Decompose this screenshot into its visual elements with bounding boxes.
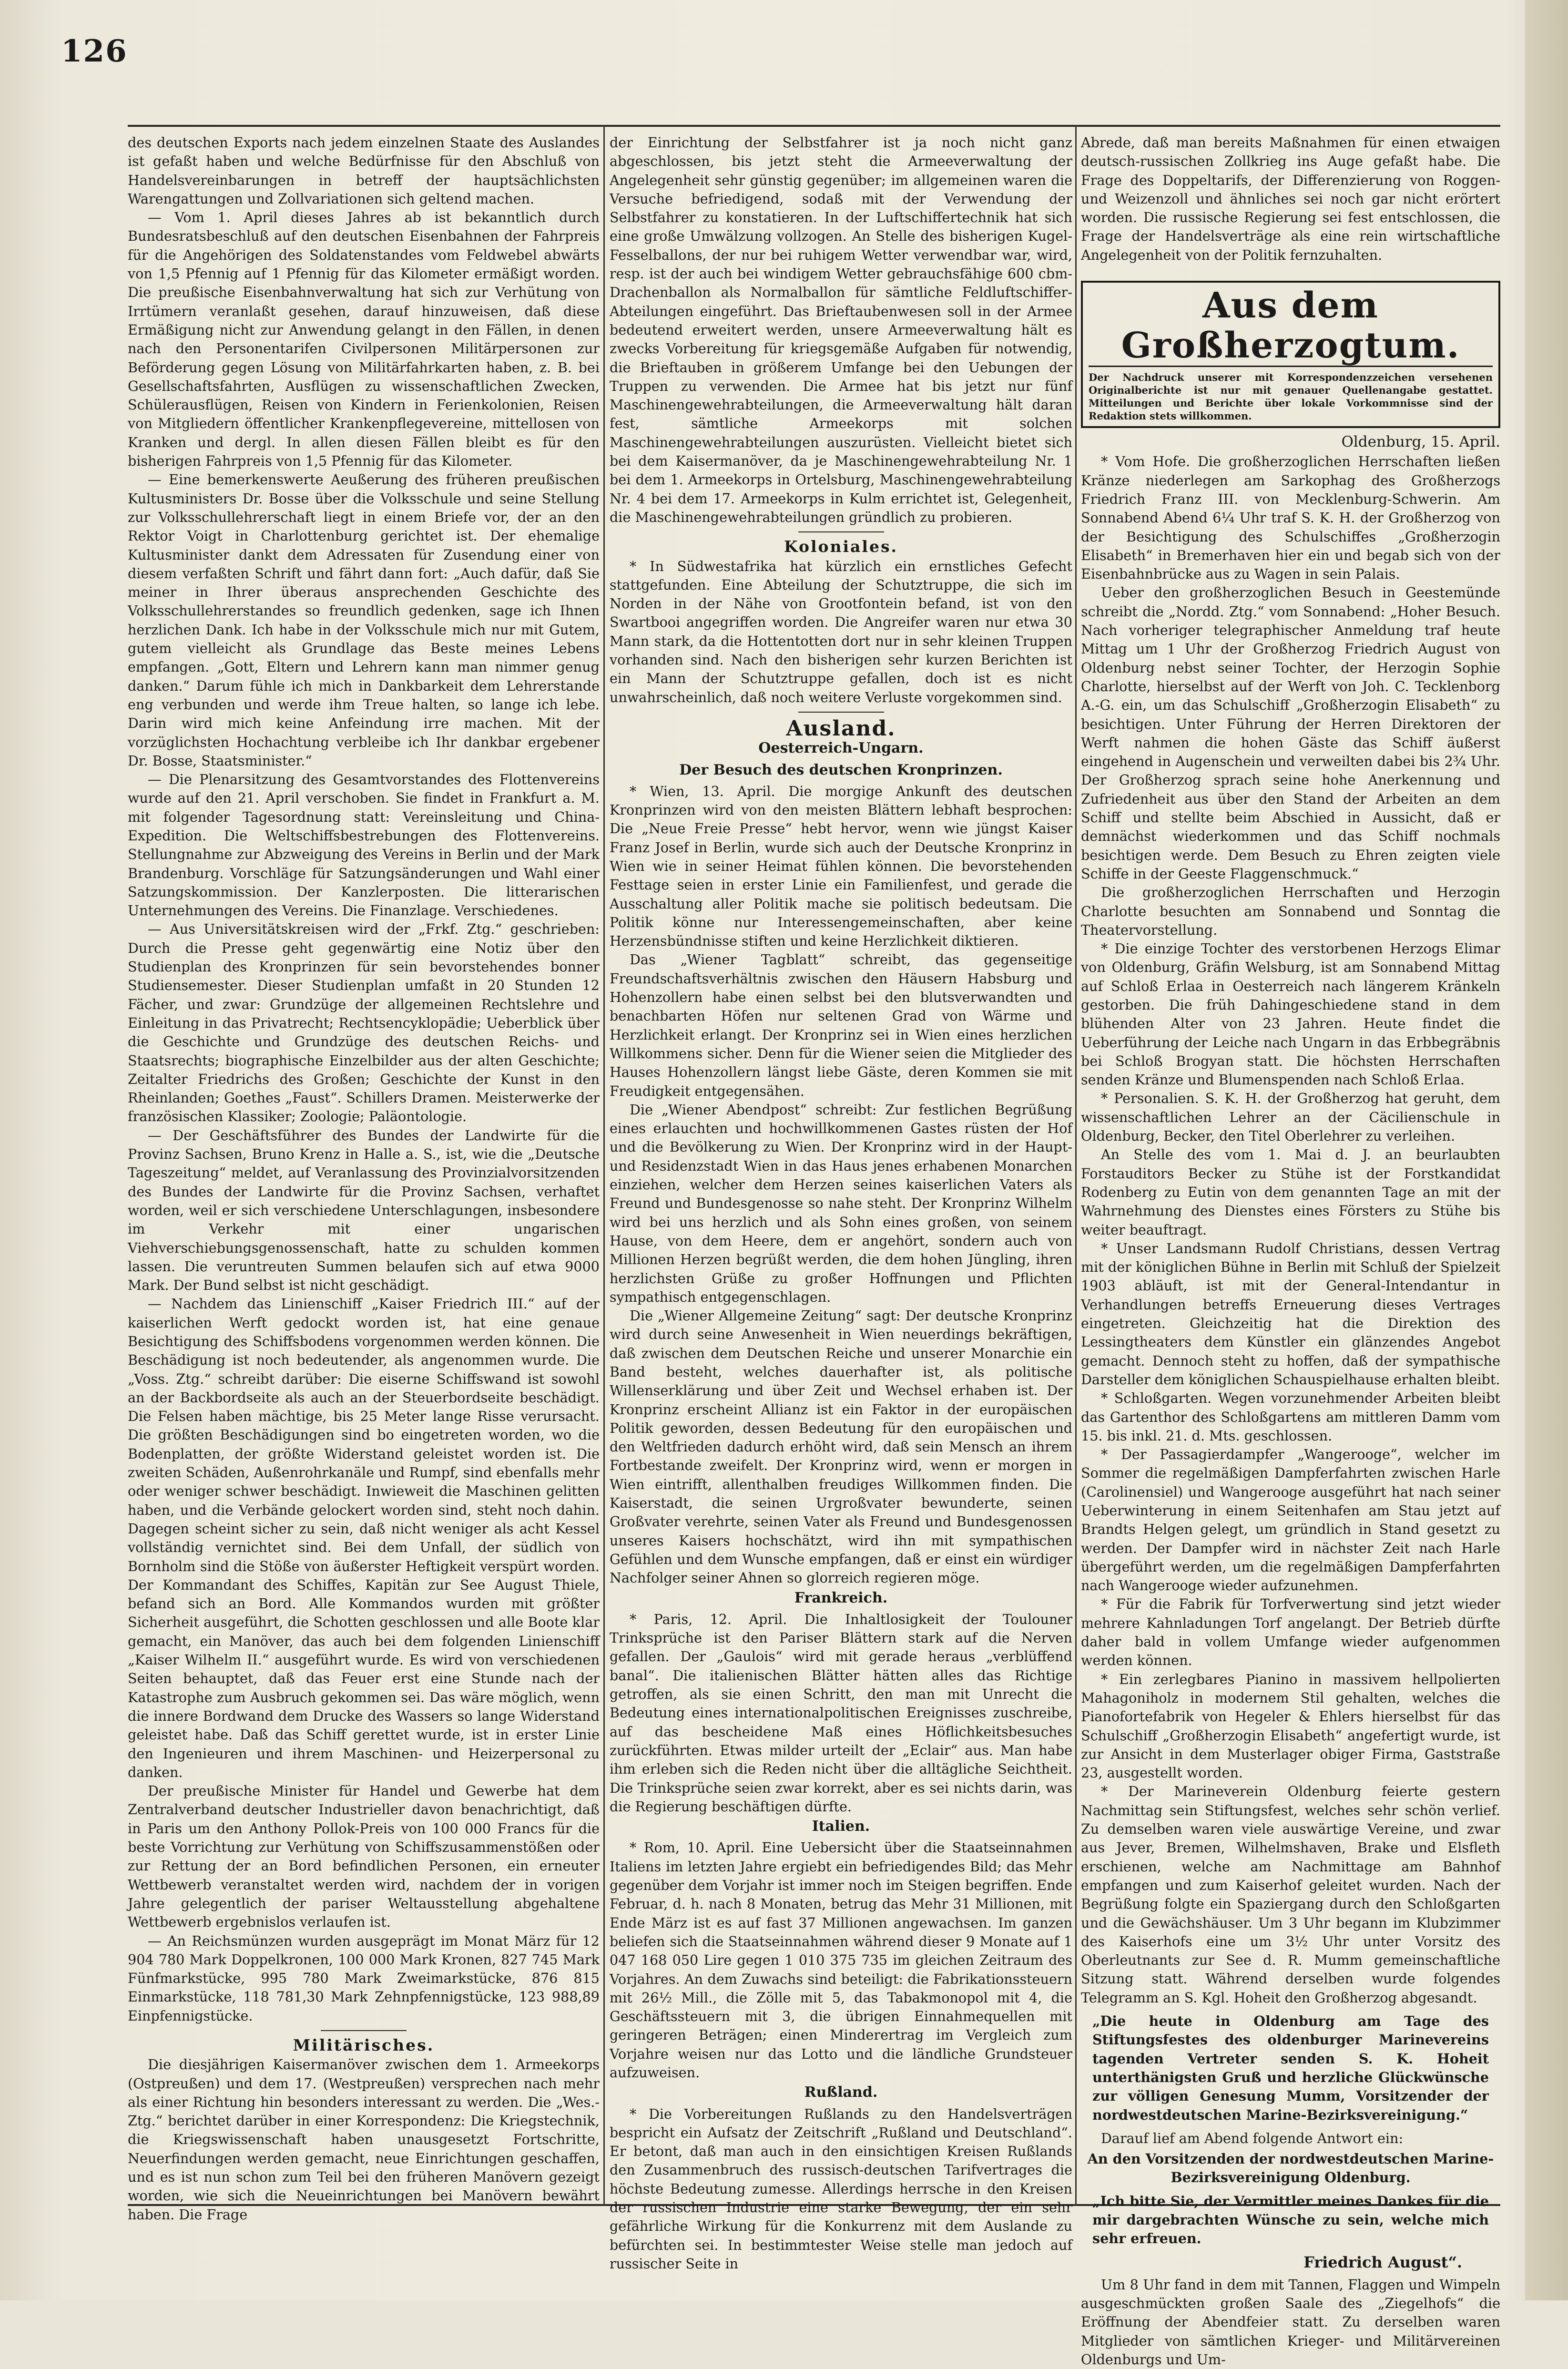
article-paragraph: — Der Geschäftsführer des Bundes der Landwirte für die Provinz Sachsen, Bruno Krenz in Halle a. S., ist, wie die „Deutsche Tageszeitung“ meldet, auf Veranlassung des Provinzialvorsitzenden des Bundes der Landwirte für die Provinz Sachsen, verhaftet worden, weil er sich verschiedene Unterschlagungen, insbesondere im Verkehr mit einer ungarischen Viehverschiebungsgenossenschaft, hatte zu schulden kommen lassen. Die veruntreuten Summen belaufen sich auf etwa 9000 Mark. Der Bund selbst ist nicht geschädigt. (128, 1127, 600, 1294)
article-paragraph: * Ein zerlegbares Pianino in massivem hellpolierten Mahagoniholz in modernem Stil gehalten, welches die Pianofortefabrik von Hegeler & Ehlers hierselbst für das Schulschiff „Großherzogin Elisabeth“ angefertigt wurde, ist zur Ansicht in dem Musterlager obiger Firma, Gaststraße 23, ausgestellt worden. (1081, 1671, 1500, 1781)
section-divider (321, 2030, 407, 2031)
article-paragraph: * Vom Hofe. Die großherzoglichen Herrschaften ließen Kränze niederlegen am Sarkophag des Großherzogs Friedrich Franz III. von Mecklenburg-Schwerin. Am Sonnabend Abend 6¼ Uhr traf S. K. H. der Großherzog von der Besichtigung des Schulschiffes „Großherzogin Elisabeth“ in Bremerhaven hier ein und begab sich von der Eisenbahnbrücke aus zu Wagen in sein Palais. (1081, 453, 1500, 582)
article-paragraph: Die diesjährigen Kaisermanöver zwischen dem 1. Armeekorps (Ostpreußen) und dem 17. (Westpreußen) versprechen nach mehr als einer Richtung hin besonders interessant zu werden. Die „Wes.-Ztg.“ berichtet darüber in einer Korrespondenz: Die Kriegstechnik, die Kriegswissenschaft haben unausgesetzt Fortschritte, Neuerfindungen werden gemacht, neue Einrichtungen geschaffen, und es ist nun schon zum Teil bei den früheren Manövern gezeigt worden, wie sich die Neueinrichtungen bei Manövern bewährt haben. Die Frage (128, 2056, 600, 2223)
top-rule (128, 125, 1500, 127)
column-rule (1075, 125, 1077, 2206)
article-paragraph: — Nachdem das Linienschiff „Kaiser Friedrich III.“ auf der kaiserlichen Werft gedockt worden ist, hat eine genaue Besichtigung des Schiffsbodens vorgenommen werden können. Die Beschädigung ist noch bedeutender, als angenommen wurde. Die „Voss. Ztg.“ schreibt darüber: Die eiserne Schiffswand ist sowohl an der Backbordseite als auch an der Steuerbordseite beschädigt. Die Felsen haben mächtige, bis 25 Meter lange Risse verursacht. Die größten Beschädigungen sind bo eingetreten worden, wo die Bodenplatten, der größte Widerstand geleistet worden ist. Die zweiten Schäden, Außenrohrkanäle und Rumpf, sind ebenfalls mehr oder weniger schwer beschädigt. Inwieweit die Maschinen gelitten haben, und die Verbände gelockert worden sind, steht noch dahin. Dagegen scheint sicher zu sein, daß nicht weniger als acht Kessel vollständig vernichtet sind. Bei dem Unfall, der südlich von Bornholm sind die Stöße von äußerster Heftigkeit verspürt worden. Der Kommandant des Schiffes, Kapitän zur See August Thiele, befand sich an Bord. Alle Kommandos wurden mit größter Sicherheit ausgeführt, die Schotten geschlossen und alle Boote klar gemacht, ein Manöver, das auch bei dem folgenden Linienschiff „Kaiser Wilhelm II.“ ausgeführt wurde. Es wird von verschiedenen Seiten behauptet, daß das Feuer erst eine Stunde nach der Katastrophe zum Ausbruch gekommen sei. Das wäre möglich, wenn die innere Bordwand dem Drucke des Wassers so lange Widerstand geleistet habe. Daß das Schiff gerettet wurde, ist in erster Linie den Ingenieuren und ihrem Maschinen- und Heizerpersonal zu danken. (128, 1296, 600, 1780)
sub-heading: Oesterreich-Ungarn. (758, 740, 924, 757)
sub-heading: Frankreich. (794, 1589, 888, 1606)
article-paragraph: * Die Vorbereitungen Rußlands zu den Handelsverträgen bespricht ein Aufsatz der Zeitschrift „Rußland und Deutschland“. Er betont, daß man auch in den einsichtigen Kreisen Rußlands den Zusammenbruch des russisch-deutschen Tarifvertrages die höchste Bedeutung zumesse. Allerdings herrsche in den Kreisen der russischen Industrie eine starke Bewegung, der ein sehr gefährliche Wirkung für die Konkurrenz mit dem Auslande zu befürchten sei. In bestimmtester Weise stelle man jedoch auf russischer Seite in (610, 2105, 1072, 2272)
article-paragraph: * Für die Fabrik für Torfverwertung sind jetzt wieder mehrere Kahnladungen Torf angelangt. Der Betrieb dürfte daher bald in vollem Umfange wieder aufgenommen werden können. (1081, 1596, 1500, 1669)
article-paragraph: * Wien, 13. April. Die morgige Ankunft des deutschen Kronprinzen wird von den meisten Blättern lebhaft besprochen: Die „Neue Freie Presse“ hebt hervor, wenn wie jüngst Kaiser Franz Josef in Berlin, wurde sich auch der Deutsche Kronprinz in Wien wie in seiner Heimat fühlen können. Die bevorstehenden Festtage seien in erster Linie ein Familienfest, und gerade die Ausschaltung aller Politik mache sie politisch bedeutsam. Die Politik könne nur Interessengemeinschaften, aber keine Herzensbündnisse stiften und keine Herzlichkeit diktieren. (610, 783, 1072, 950)
column-1 (128, 133, 600, 2223)
article-paragraph: Darauf lief am Abend folgende Antwort ein: (1101, 2130, 1404, 2146)
column-3 (1081, 133, 1500, 2368)
article-paragraph: * In Südwestafrika hat kürzlich ein ernstliches Gefecht stattgefunden. Eine Abteilung der Schutztruppe, die sich im Norden in der Nähe von Grootfontein befand, ist von den Swartbooi angegriffen worden. Die Angreifer waren nur etwa 30 Mann stark, da die Hottentotten dort nur in sehr kleinen Truppen vorhanden sind. Nach den bisherigen sehr kurzen Berichten ist ein Mann der Schutztruppe gefallen, doch ist es nicht unwahrscheinlich, daß noch weitere Verluste vorgekommen sind. (610, 558, 1072, 705)
sub-heading: Der Besuch des deutschen Kronprinzen. (679, 761, 1003, 778)
article-paragraph: — Vom 1. April dieses Jahres ab ist bekanntlich durch Bundesratsbeschluß auf den deutschen Eisenbahnen der Fahrpreis für die Angehörigen des Soldatenstandes vom Feldwebel abwärts von 1,5 Pfennig auf 1 Pfennig für das Kilometer ermäßigt worden. Die preußische Eisenbahnverwaltung hat sich zur Verhütung von Irrtümern veranlaßt gesehen, darauf hinzuweisen, daß diese Ermäßigung nicht zur Anwendung gelangt in den Fällen, in denen nach den Personentarifen Civilpersonen Militärpersonen zur Beförderung gegen Lösung von Militärfahrkarten haben, z. B. bei Gesellschaftsfahrten, Ausflügen zu wissenschaftlichen Zwecken, Schülerausflügen, Reisen von Kindern in Ferienkolonien, Reisen von Mitgliedern öffentlicher Krankenpflegevereine, mittellosen von Kranken und dergl. In allen diesen Fällen bleibt es für den bisherigen Fahrpreis von 1,5 Pfennig für das Kilometer. (128, 209, 600, 470)
article-paragraph: Der preußische Minister für Handel und Gewerbe hat dem Zentralverband deutscher Industrieller davon benachrichtigt, daß in Paris um den Anthony Pollok-Preis von 100 000 Francs für die beste Vorrichtung zur Verhütung von Schiffszusammenstößen oder zur Rettung der an Bord befindlichen Personen, ein erneuter Wettbewerb veranstaltet werden wird, nachdem der in vorigen Jahre gelegentlich der pariser Weltausstellung abgehaltene Wettbewerb ergebnislos verlaufen ist. (128, 1783, 600, 1930)
article-paragraph: — An Reichsmünzen wurden ausgeprägt im Monat März für 12 904 780 Mark Doppelkronen, 100 000 Mark Kronen, 827 745 Mark Fünfmarkstücke, 995 780 Mark Zweimarkstücke, 876 815 Einmarkstücke, 118 781,30 Mark Zehnpfennigstücke, 123 988,89 Einpfennigstücke. (128, 1932, 600, 2024)
column-2 (610, 133, 1072, 2272)
page-fold-edge (1525, 0, 1568, 2300)
article-paragraph: Um 8 Uhr fand in dem mit Tannen, Flaggen und Wimpeln ausgeschmückten großen Saale des „Ziegelhofs“ die Eröffnung der Abendfeier statt. Zu derselben waren Mitglieder von sämtlichen Krieger- und Militärvereinen Oldenburgs und Um- (1081, 2276, 1500, 2368)
article-paragraph: * Rom, 10. April. Eine Uebersicht über die Staatseinnahmen Italiens im letzten Jahre ergiebt ein befriedigendes Bild; das Mehr gegenüber dem Vorjahr ist immer noch im Steigen begriffen. Ende Februar, d. h. nach 8 Monaten, betrug das Mehr 31 Millionen, mit Ende März ist es auf fast 37 Millionen angewachsen. Im ganzen beliefen sich die Staatseinnahmen während dieser 9 Monate auf 1 047 168 050 Lire gegen 1 010 375 735 im gleichen Zeitraum des Vorjahres. An dem Zuwachs sind beteiligt: die Fabrikationssteuern mit 26½ Mill., die Zölle mit 5, das Tabakmonopol mit 4, die Geschäftssteuern mit 3, die übrigen Einnahmequellen mit geringeren Beträgen; einen Minderertrag im Vergleich zum Vorjahre weisen nur das Lotto und die ländliche Grundsteuer aufzuweisen. (610, 1839, 1072, 2081)
article-paragraph: — Eine bemerkenswerte Aeußerung des früheren preußischen Kultusministers Dr. Bosse über die Volksschule und seine Stellung zur Volksschullehrerschaft liegt in einem Briefe vor, der an den Rektor Voigt in Charlottenburg gerichtet ist. Der ehemalige Kultusminister dankt dem Adressaten für Zusendung einer von diesem verfaßten Schrift und fährt dann fort: „Auch dafür, daß Sie meiner in Ihrer überaus ansprechenden Geschichte des Volksschullehrerstandes so freundlich gedenken, sage ich Ihnen herzlichen Dank. Ich habe in der Volksschule mich nur mit Gutem, gutem vielleicht als Grundlage das Beste meines Lebens empfangen. „Gott, Eltern und Lehrern kann man nimmer genug danken.“ Darum fühle ich mich in Dankbarkeit dem Lehrerstande eng verbunden und werde ihm Treue halten, so lange ich lebe. Darin wird mich keine Anfeindung irre machen. Mit der vorzüglichsten Hochachtung verbleibe ich Ihr dankbar ergebener Dr. Bosse, Staatsminister.“ (128, 471, 600, 769)
article-paragraph: An Stelle des vom 1. Mai d. J. an beurlaubten Forstauditors Becker zu Stühe ist der Forstkandidat Rodenberg zu Eutin von dem genannten Tage an mit der Wahrnehmung des Dienstes eines Försters zu Stühe bis weiter beauftragt. (1081, 1146, 1500, 1238)
article-paragraph: * Paris, 12. April. Die Inhaltlosigkeit der Toulouner Trinksprüche ist den Pariser Blättern stark auf die Nerven gefallen. Der „Gaulois“ wird mit gerade heraus „verblüffend banal“. Die italienischen Blätter hätten alles das Richtige getroffen, als sie einen Schritt, den man mit Unrecht die Bedeutung eines internationalpolitischen Ereignisses zuschreibe, auf das bescheidene Maß eines Höflichkeitsbesuches zurückführten. Etwas milder urteilt der „Eclair“ aus. Man habe ihm erleben sich die Reden nicht über die alltägliche Seichtheit. Die Trinksprüche seien zwar korrekt, aber es sei nichts darin, was die Regierung beschäftigen dürfte. (610, 1611, 1072, 1815)
article-paragraph: * Der Marineverein Oldenburg feierte gestern Nachmittag sein Stiftungsfest, welches sehr schön verlief. Zu demselben waren viele auswärtige Vereine, und zwar aus Jever, Bremen, Wilhelmshaven, Brake und Elsfleth erschienen, welche am Nachmittage am Bahnhof empfangen und zum Kaiserhof geleitet wurden. Nach der Begrüßung folgte ein Spaziergang durch den Schloßgarten und die Gewächshäuser. Um 3 Uhr begann im Klubzimmer des Kaiserhofs eine um 3½ Uhr unter Vorsitz des Oberleutnants zur See d. R. Mumm gemeinschaftliche Sitzung statt. Während derselben wurde folgendes Telegramm an S. Kgl. Hoheit den Großherzog abgesandt. (1081, 1783, 1500, 2006)
article-paragraph: Die großherzoglichen Herrschaften und Herzogin Charlotte besuchten am Sonnabend und Sonntag die Theatervorstellung. (1081, 884, 1500, 938)
telegram-quote: „Die heute in Oldenburg am Tage des Stiftungsfestes des oldenburger Marinevereins tagenden Vertreter senden S. K. Hoheit unterthänigsten Gruß und herzliche Glückwünsche zur völligen Genesung Mumm, Vorsitzender der nordwestdeutschen Marine-Bezirksvereinigung.“ (1092, 2013, 1489, 2123)
article-paragraph: Die „Wiener Abendpost“ schreibt: Zur festlichen Begrüßung eines erlauchten und hochwillkommenen Gastes rüsten der Hof und die Bevölkerung zu Wien. Der Kronprinz wird in der Haupt- und Residenzstadt Wien in das Haus jenes erhabenen Monarchen einziehen, welcher dem Herzen seines kaiserlichen Vaters als Freund und Bundesgenosse so nahe steht. Der Kronprinz Wilhelm wird bei uns herzlich und als Sohn eines großen, von seinem Hause, von dem Heere, dem er angehört, sondern auch von Millionen Herzen begrüßt werden, die dem hohen Jüngling, ihren herzlichsten Grüße zu großer Hoffnungen und Pflichten sympathisch entgegenschlagen. (610, 1101, 1072, 1305)
signature: Friedrich August“. (1303, 2253, 1462, 2271)
section-divider (798, 712, 884, 713)
article-paragraph: — Aus Universitätskreisen wird der „Frkf. Ztg.“ geschrieben: Durch die Presse geht gegenwärtig eine Notiz über den Studienplan des Kronprinzen für sein bevorstehendes bonner Studiensemester. Dieser Studienplan umfaßt in 20 Stunden 12 Fächer, und zwar: Grundzüge der allgemeinen Rechtslehre und Einleitung in das Privatrecht; Rechtsencyklopädie; Ueberblick über die Geschichte und Grundzüge des deutschen Reichs- und Staatsrechts; biographische Einzelbilder aus der alten Geschichte; Zeitalter Friedrichs des Großen; Geschichte der Kunst in den Rheinlanden; Goethes „Faust“. Schillers Dramen. Meisterwerke der französischen Klassiker; Zoologie; Paläontologie. (128, 921, 600, 1125)
article-paragraph: Ueber den großherzoglichen Besuch in Geestemünde schreibt die „Nordd. Ztg.“ vom Sonnabend: „Hoher Besuch. Nach vorheriger telegraphischer Anmeldung traf heute Mittag um 1 Uhr der Großherzog Friedrich August von Oldenburg nebst seiner Tochter, der Herzogin Sophie Charlotte, hierselbst auf der Werft von Joh. C. Tecklenborg A.-G. ein, um das Schulschiff „Großherzogin Elisabeth“ zu besichtigen. Unter Führung der Herren Direktoren der Werft nahmen die hohen Gäste das Schiff äußerst eingehend in Augenschein und verweilten dabei bis 2¾ Uhr. Der Großherzog sprach seine hohe Anerkennung und Zufriedenheit aus über den Stand der Arbeiten an dem Schiff und stellte beim Abschied in Aussicht, daß er demnächst wiederkommen und das Schiff nochmals besichtigen werde. Dem Besuch zu Ehren zeigten viele Schiffe in der Geeste Flaggenschmuck.“ (1081, 584, 1500, 882)
column-rule (603, 125, 605, 2206)
article-paragraph: * Der Passagierdampfer „Wangerooge“, welcher im Sommer die regelmäßigen Dampferfahrten zwischen Harle (Carolinensiel) und Wangerooge ausgeführt hat nach seiner Ueberwinterung in einem Seitenhafen am Stau jetzt auf Brandts Helgen gelegt, um gründlich in Stand gesetzt zu werden. Der Dampfer wird in nächster Zeit nach Harle übergeführt werden, um die regelmäßigen Dampferfahrten nach Wangerooge wieder aufzunehmen. (1081, 1446, 1500, 1594)
page-number: 126 (61, 33, 128, 69)
telegram-quote: „Ich bitte Sie, der Vermittler meines Dankes für die mir dargebrachten Wünsche zu sein, welche mich sehr erfreuen. (1092, 2193, 1489, 2247)
article-paragraph: * Schloßgarten. Wegen vorzunehmender Arbeiten bleibt das Gartenthor des Schloßgartens am mittleren Damm vom 15. bis inkl. 21. d. Mts. geschlossen. (1081, 1390, 1500, 1444)
article-paragraph: Das „Wiener Tagblatt“ schreibt, das gegenseitige Freundschaftsverhältnis zwischen den Häusern Habsburg und Hohenzollern habe einen selbst bei den blutsverwandten und benachbarten Höfen nur seltenen Grad von Wärme und Herzlichkeit erlangt. Der Kronprinz sei in Wien eines herzlichen Willkommens sicher. Denn für die Wiener seien die Mitglieder des Hauses Hohenzollern längst liebe Gäste, deren Kommen sie mit Freudigkeit entgegensähen. (610, 951, 1072, 1099)
section-title: Aus dem Großherzogtum. (1089, 286, 1493, 367)
sub-heading: Rußland. (804, 2084, 878, 2101)
section-divider (798, 531, 884, 532)
dateline: Oldenburg, 15. April. (1341, 433, 1500, 451)
article-paragraph: — Die Plenarsitzung des Gesamtvorstandes des Flottenvereins wurde auf den 21. April verschoben. Sie findet in Frankfurt a. M. mit folgender Tagesordnung statt: Vereinsleitung und China-Expedition. Die Weltschiffsbestrebungen des Flottenvereins. Stellungnahme zur Abzweigung des Vereins in Berlin und der Mark Brandenburg. Vorschläge für Satzungsänderungen und Wahl einer Satzungskommission. Der Kanzlerposten. Die litterarischen Unternehmungen des Vereins. Die Finanzlage. Verschiedenes. (128, 771, 600, 919)
address-line: An den Vorsitzenden der nordwestdeutschen Marine-Bezirksvereinigung Oldenburg. (1087, 2151, 1494, 2186)
section-heading: Koloniales. (784, 537, 898, 556)
article-paragraph: * Unser Landsmann Rudolf Christians, dessen Vertrag mit der königlichen Bühne in Berlin mit Schluß der Spielzeit 1903 abläuft, ist mit der General-Intendantur in Verhandlungen betreffs Erneuerung dieses Vertrages eingetreten. Gleichzeitig hat die Direktion des Lessingtheaters dem Künstler ein glänzendes Angebot gemacht. Dennoch steht zu hoffen, daß der sympathische Darsteller dem königlichen Schauspielhause erhalten bleibt. (1081, 1240, 1500, 1388)
reprint-notice: Der Nachdruck unserer mit Korrespondenzzeichen versehenen Originalberichte ist nur mit genauer Quellenangabe gestattet. Mitteilungen und Berichte über lokale Vorkommnisse sind der Redaktion stets willkommen. (1089, 371, 1493, 422)
article-paragraph: * Personalien. S. K. H. der Großherzog hat geruht, dem wissenschaftlichen Lehrer an der Cäcilienschule in Oldenburg, Becker, den Titel Oberlehrer zu verleihen. (1081, 1090, 1500, 1144)
article-paragraph: der Einrichtung der Selbstfahrer ist ja noch nicht ganz abgeschlossen, bis jetzt steht die Armeeverwaltung der Angelegenheit sehr günstig gegenüber; im allgemeinen waren die Versuche befriedigend, sodaß mit der Verwendung der Selbstfahrer zu konstatieren. In der Luftschiffertechnik hat sich eine große Umwälzung vollzogen. An Stelle des bisherigen Kugel-Fesselballons, der nur bei ruhigem Wetter verwendbar war, wird, resp. ist der auch bei windigem Wetter gebrauchsfähige 600 cbm-Drachenballon als Normalballon für sämtliche Feldluftschiffer-Abteilungen eingeführt. Das Brieftaubenwesen soll in der Armee bedeutend erweitert werden, unsere Armeeverwaltung hält es zwecks Vorbereitung für kriegsgemäße Aufgaben für notwendig, die Brieftauben in größerem Umfange bei den Uebungen der Truppen zu verwenden. Die Armee hat bis jetzt nur fünf Maschinengewehrabteilungen, die Armeeverwaltung hält daran fest, sämtliche Armeekorps mit solchen Maschinengewehrabteilungen auszurüsten. Vielleicht bietet sich bei dem Kaisermanöver, da je Maschinengewehrabteilung Nr. 1 bei dem 1. Armeekorps in Ortelsburg, Maschinengewehrabteilung Nr. 4 bei dem 17. Armeekorps in Kulm errichtet ist, Gelegenheit, die Maschinengewehrabteilungen gründlich zu probieren. (610, 134, 1072, 525)
article-paragraph: Die „Wiener Allgemeine Zeitung“ sagt: Der deutsche Kronprinz wird durch seine Anwesenheit in Wien neuerdings bekräftigen, daß zwischen dem Deutschen Reiche und unserer Monarchie ein Band besteht, welches dauerhafter ist, als politische Willenserklärung und über Zeit und Wechsel erhaben ist. Der Kronprinz erscheint Allianz ist ein Faktor in der europäischen Politik geworden, dessen Bedeutung für den europäischen und den Weltfrieden dadurch erhöht wird, daß sein Mensch an ihrem Fortbestande zweifelt. Der Kronprinz wird, wenn er morgen in Wien eintrifft, allenthalben freudiges Willkommen finden. Die Kaiserstadt, die seinen Urgroßvater bewunderte, seinen Großvater verehrte, seinen Vater als Freund und Bundesgenossen unseres Kaisers hochschätzt, wird ihn mit sympathischen Gefühlen und dem Wunsche empfangen, daß er einst ein würdiger Nachfolger seiner Ahnen so glorreich regieren möge. (610, 1307, 1072, 1586)
section-heading: Ausland. (786, 716, 896, 741)
article-paragraph: des deutschen Exports nach jedem einzelnen Staate des Auslandes ist gefaßt haben und welche Bedürfnisse für den Abschluß von Handelsvereinbarungen in betreff der hauptsächlichsten Warengattungen und Zollvariationen sich geltend machen. (128, 134, 600, 207)
article-paragraph: Abrede, daß man bereits Maßnahmen für einen etwaigen deutsch-russischen Zollkrieg ins Auge gefaßt habe. Die Frage des Doppeltarifs, der Differenzierung von Roggen- und Weizenzoll und ähnliches sei noch gar nicht erörtert worden. Die russische Regierung sei fest entschlossen, die Frage der Handelsverträge als eine rein wirtschaftliche Angelegenheit von der Politik fernzuhalten. (1081, 134, 1500, 263)
article-paragraph: * Die einzige Tochter des verstorbenen Herzogs Elimar von Oldenburg, Gräfin Welsburg, ist am Sonnabend Mittag auf Schloß Erlaa in Oesterreich nach längerem Kränkeln gestorben. Die früh Dahingeschiedene stand in dem blühenden Alter von 23 Jahren. Heute findet die Ueberführung der Leiche nach Ungarn in das Erbbegräbnis bei Schloß Brogyan statt. Die höchsten Herrschaften senden Kränze und Blumenspenden nach Schloß Erlaa. (1081, 940, 1500, 1088)
section-header-box (1081, 281, 1500, 428)
section-heading: Militärisches. (293, 2035, 435, 2054)
sub-heading: Italien. (812, 1818, 870, 1835)
